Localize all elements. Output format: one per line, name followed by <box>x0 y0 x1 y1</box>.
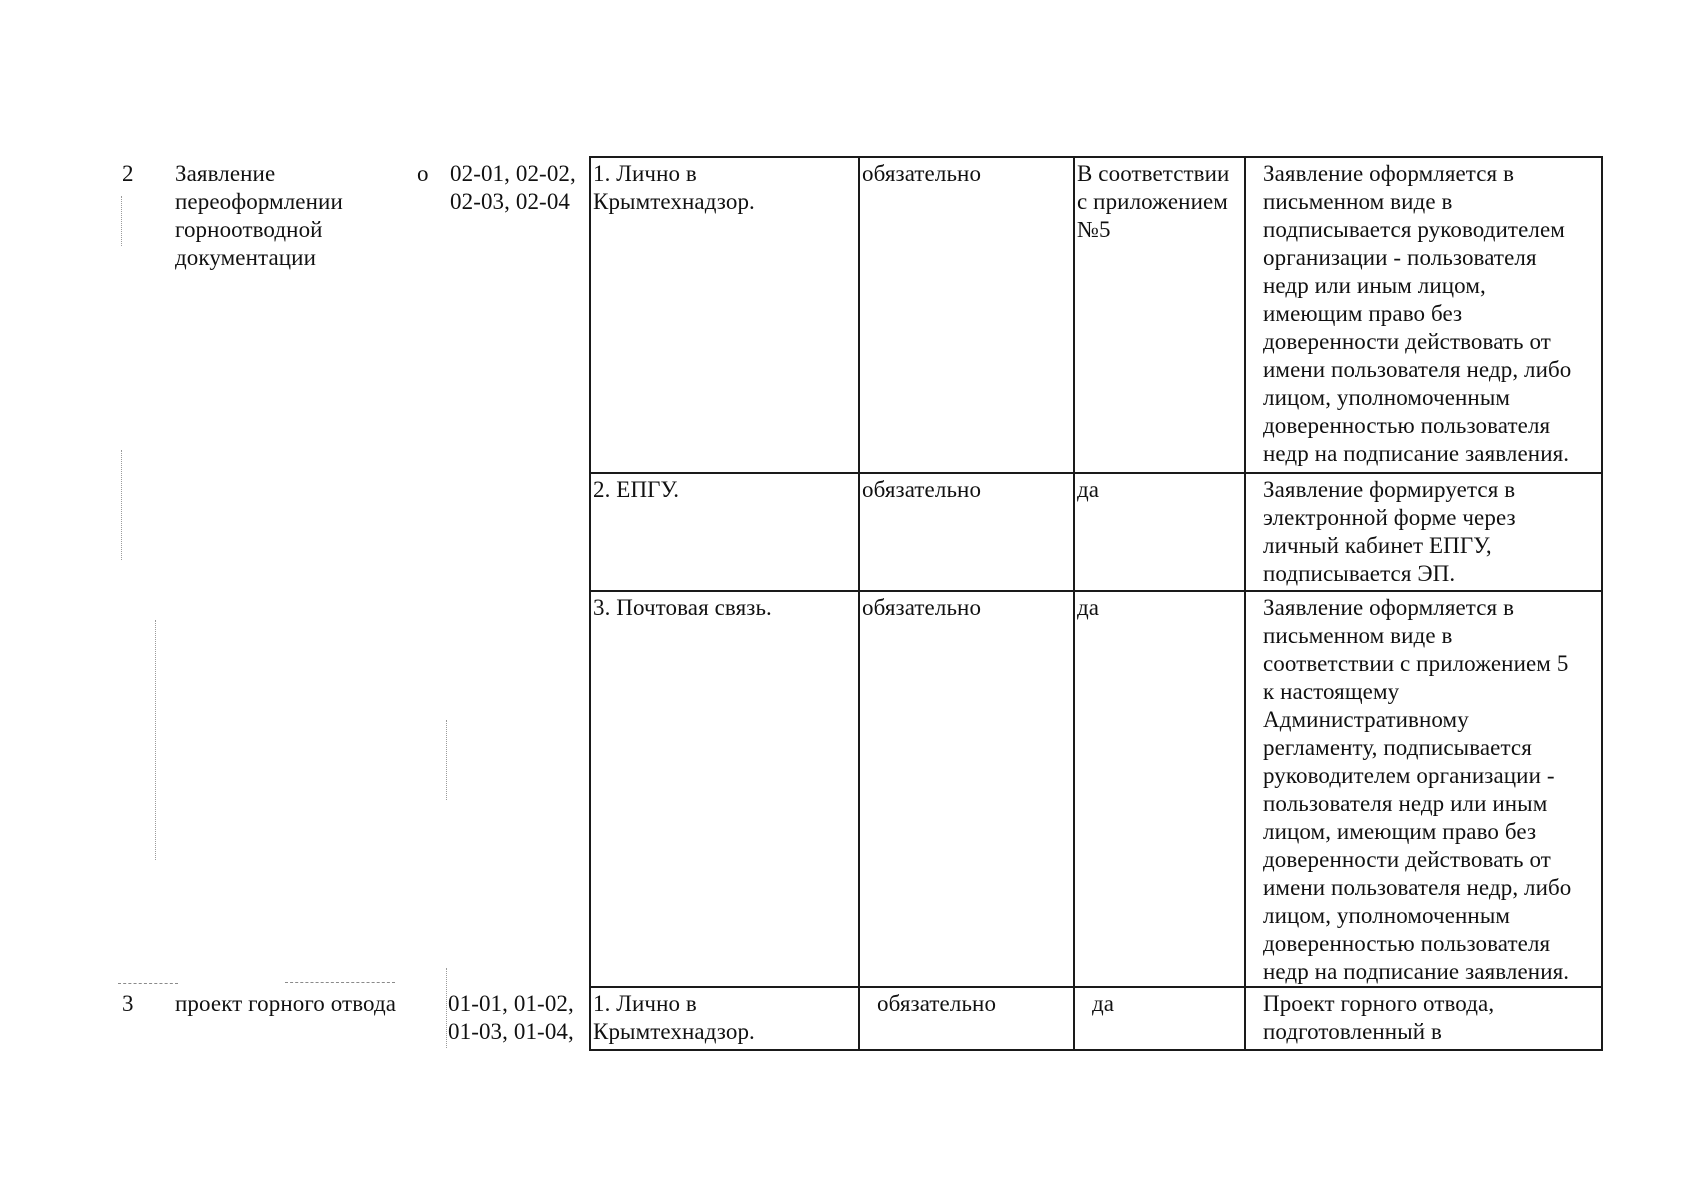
form-reference: да <box>1077 595 1100 620</box>
entry-note: Проект горного отвода, подготовленный в <box>1263 991 1495 1044</box>
row-number: 2 <box>122 161 134 186</box>
row-number: 3 <box>122 991 134 1016</box>
table-row-divider <box>589 986 1603 988</box>
requirement-status: обязательно <box>862 477 982 502</box>
requirement-status: обязательно <box>862 595 982 620</box>
entry-note: Заявление оформляется в письменном виде в соответствии с приложением 5 к настоящему Административному регламенту, подписывается руководителем организации - пользователя недр или иным лицом, имеющим право без доверенности действовать от имени пользователя недр, либо лицом, уполномоченным доверенностью пользователя недр на подписание заявления. <box>1263 595 1572 984</box>
document-name: Заявление переоформлении горноотводной документации <box>175 161 343 270</box>
submission-method: 1. Лично в Крымтехнадзор. <box>593 991 755 1044</box>
form-reference: В соответствии с приложением №5 <box>1077 161 1230 242</box>
submission-method: 1. Лично в Крымтехнадзор. <box>593 161 755 214</box>
scan-artifact-line <box>285 982 395 984</box>
scan-artifact-line <box>155 620 157 860</box>
form-reference: да <box>1092 991 1115 1016</box>
table-column-divider <box>1073 156 1075 1051</box>
table-column-divider <box>858 156 860 1051</box>
table-row-divider <box>589 590 1603 592</box>
document-name: проект горного отвода <box>175 991 397 1016</box>
document-codes: 01-01, 01-02, 01-03, 01-04, <box>448 991 574 1044</box>
requirement-status: обязательно <box>862 161 982 186</box>
table-column-divider <box>1244 156 1246 1051</box>
table-border-left <box>589 156 591 1051</box>
table-border-right <box>1601 156 1603 1051</box>
scan-artifact-line <box>446 720 448 800</box>
table-border-bottom <box>589 1049 1603 1051</box>
form-reference: да <box>1077 477 1100 502</box>
submission-method: 2. ЕПГУ. <box>593 477 680 502</box>
document-codes: 02-01, 02-02, 02-03, 02-04 <box>450 161 576 214</box>
entry-note: Заявление формируется в электронной форме через личный кабинет ЕПГУ, подписывается ЭП. <box>1263 477 1516 586</box>
entry-note: Заявление оформляется в письменном виде в подписывается руководителем организации - пользователя недр или иным лицом, имеющим право без доверенности действовать от имени пользователя недр, либо лицом, уполномоченным доверенностью пользователя недр на подписание заявления. <box>1263 161 1572 466</box>
scan-artifact-line <box>118 983 178 985</box>
requirement-status: обязательно <box>877 991 997 1016</box>
scan-artifact-line <box>121 450 123 560</box>
submission-method: 3. Почтовая связь. <box>593 595 772 620</box>
scan-artifact-line <box>121 196 123 246</box>
table-border-top <box>589 156 1603 158</box>
table-row-divider <box>589 472 1603 474</box>
document-name-marker: о <box>417 161 429 186</box>
